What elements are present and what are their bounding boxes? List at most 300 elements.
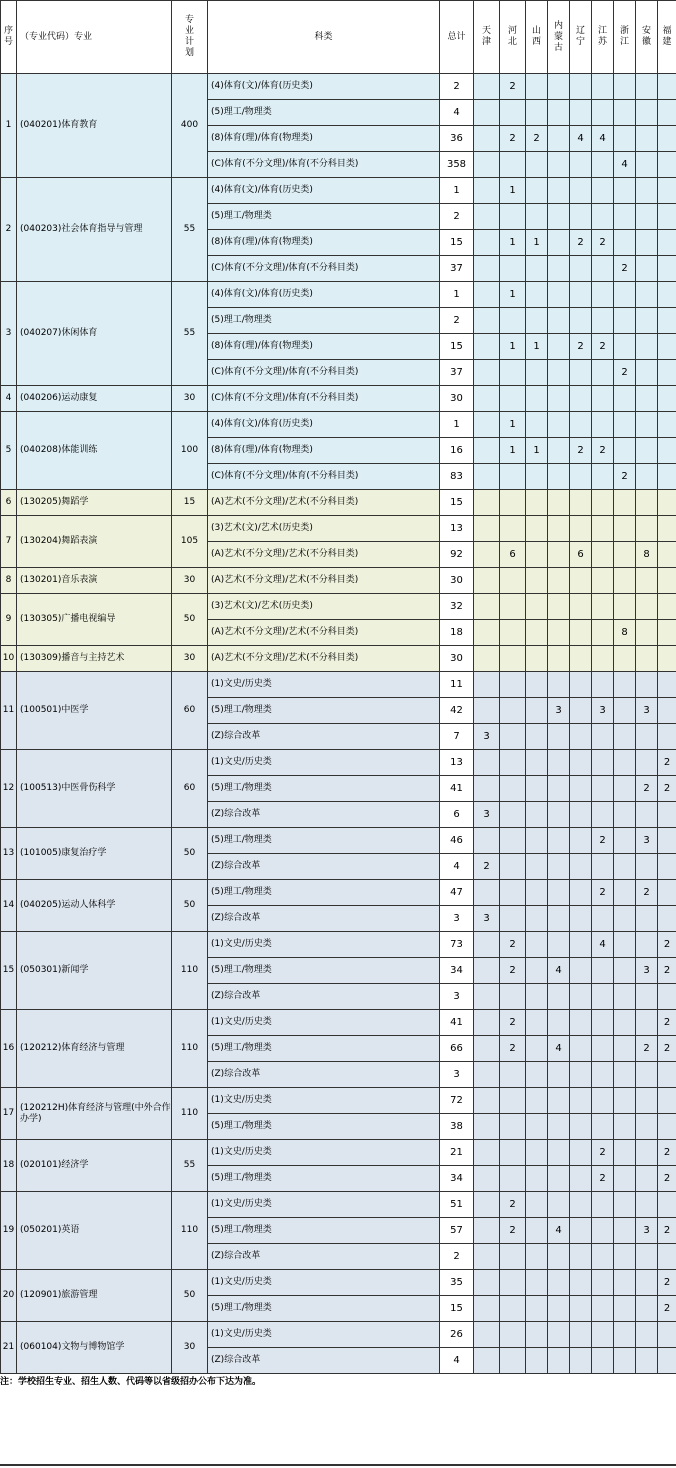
category: (1)文史/历史类 [208, 1088, 440, 1114]
province-count: 2 [592, 828, 614, 854]
province-count [658, 386, 676, 412]
category: (5)理工/物理类 [208, 1296, 440, 1322]
province-count [658, 1192, 676, 1218]
province-count [614, 1192, 636, 1218]
major-plan: 30 [172, 646, 208, 672]
table-row [1, 516, 676, 542]
province-count [614, 308, 636, 334]
province-count [548, 620, 570, 646]
province-count [570, 1114, 592, 1140]
category: (Z)综合改革 [208, 906, 440, 932]
province-count [570, 1088, 592, 1114]
province-count [500, 386, 526, 412]
major-plan: 55 [172, 1140, 208, 1192]
province-count [658, 1244, 676, 1270]
province-count [548, 828, 570, 854]
row-seq: 3 [1, 282, 17, 386]
province-count [548, 880, 570, 906]
province-count [474, 594, 500, 620]
province-count [614, 672, 636, 698]
category: (C)体育(不分文理)/体育(不分科目类) [208, 360, 440, 386]
province-count [474, 516, 500, 542]
major-plan: 60 [172, 672, 208, 750]
major-plan: 110 [172, 932, 208, 1010]
province-count: 1 [500, 282, 526, 308]
province-count [526, 750, 548, 776]
province-count [500, 802, 526, 828]
major-plan: 55 [172, 282, 208, 386]
category: (C)体育(不分文理)/体育(不分科目类) [208, 256, 440, 282]
province-count [636, 1166, 658, 1192]
province-count [500, 698, 526, 724]
province-count [570, 178, 592, 204]
province-count [474, 204, 500, 230]
province-count [474, 178, 500, 204]
province-count: 2 [658, 958, 676, 984]
province-count [614, 1296, 636, 1322]
row-total: 30 [440, 568, 474, 594]
province-count [592, 724, 614, 750]
province-count [570, 984, 592, 1010]
province-count: 1 [526, 230, 548, 256]
province-count [614, 698, 636, 724]
province-count [658, 126, 676, 152]
province-count [500, 620, 526, 646]
major-name: (050201)英语 [17, 1192, 172, 1270]
major-plan: 30 [172, 568, 208, 594]
table-row [1, 932, 676, 958]
bottom-divider [0, 1464, 676, 1466]
province-count [570, 1140, 592, 1166]
category: (Z)综合改革 [208, 802, 440, 828]
province-count [570, 802, 592, 828]
province-count [526, 204, 548, 230]
table-row [1, 828, 676, 854]
table-row [1, 1088, 676, 1114]
province-count: 2 [500, 958, 526, 984]
province-count [570, 620, 592, 646]
row-total: 38 [440, 1114, 474, 1140]
category: (1)文史/历史类 [208, 1010, 440, 1036]
major-name: (040201)体育教育 [17, 74, 172, 178]
province-count [474, 1140, 500, 1166]
major-plan: 50 [172, 1270, 208, 1322]
major-name: (100513)中医骨伤科学 [17, 750, 172, 828]
province-count [548, 74, 570, 100]
province-count [614, 1270, 636, 1296]
province-count [526, 1218, 548, 1244]
province-count [526, 776, 548, 802]
province-count [570, 880, 592, 906]
row-total: 358 [440, 152, 474, 178]
province-count [526, 880, 548, 906]
province-count [636, 906, 658, 932]
category: (3)艺术(文)/艺术(历史类) [208, 594, 440, 620]
province-count: 4 [548, 958, 570, 984]
province-count [592, 282, 614, 308]
province-count [500, 152, 526, 178]
province-count [636, 152, 658, 178]
province-count [614, 932, 636, 958]
province-count [592, 204, 614, 230]
province-count [658, 672, 676, 698]
province-count [614, 438, 636, 464]
province-count [658, 984, 676, 1010]
province-count [570, 1192, 592, 1218]
province-count [500, 776, 526, 802]
province-count: 2 [614, 256, 636, 282]
major-plan: 110 [172, 1088, 208, 1140]
major-name: (120212)体育经济与管理 [17, 1010, 172, 1088]
province-count [614, 594, 636, 620]
province-count [548, 906, 570, 932]
province-count [570, 152, 592, 178]
row-total: 16 [440, 438, 474, 464]
province-count [592, 854, 614, 880]
province-count: 2 [500, 932, 526, 958]
category: (1)文史/历史类 [208, 1192, 440, 1218]
province-count [614, 1036, 636, 1062]
province-count [636, 724, 658, 750]
province-count: 2 [658, 1010, 676, 1036]
province-count [548, 386, 570, 412]
province-count [592, 256, 614, 282]
header-province: 山 西 [526, 1, 548, 74]
row-seq: 13 [1, 828, 17, 880]
province-count [614, 1114, 636, 1140]
province-count [474, 126, 500, 152]
province-count [614, 1010, 636, 1036]
category: (1)文史/历史类 [208, 672, 440, 698]
province-count [570, 750, 592, 776]
header-province: 浙 江 [614, 1, 636, 74]
row-total: 37 [440, 256, 474, 282]
province-count [500, 464, 526, 490]
province-count: 3 [636, 828, 658, 854]
header-province: 河 北 [500, 1, 526, 74]
province-count [592, 74, 614, 100]
major-plan: 50 [172, 594, 208, 646]
table-row [1, 412, 676, 438]
province-count [548, 360, 570, 386]
province-count [614, 568, 636, 594]
province-count [570, 1296, 592, 1322]
province-count: 2 [500, 74, 526, 100]
row-total: 41 [440, 776, 474, 802]
province-count [474, 1010, 500, 1036]
province-count [526, 1348, 548, 1374]
province-count [548, 464, 570, 490]
province-count [474, 100, 500, 126]
header-row [1, 1, 676, 74]
province-count: 1 [526, 334, 548, 360]
province-count: 2 [658, 1218, 676, 1244]
category: (C)体育(不分文理)/体育(不分科目类) [208, 464, 440, 490]
province-count: 2 [526, 126, 548, 152]
row-total: 34 [440, 1166, 474, 1192]
province-count [592, 802, 614, 828]
province-count: 3 [592, 698, 614, 724]
province-count [548, 1192, 570, 1218]
province-count [614, 880, 636, 906]
province-count [614, 204, 636, 230]
row-total: 3 [440, 1062, 474, 1088]
province-count [500, 1244, 526, 1270]
province-count [526, 646, 548, 672]
table-row [1, 672, 676, 698]
row-seq: 19 [1, 1192, 17, 1270]
category: (5)理工/物理类 [208, 1036, 440, 1062]
province-count [526, 308, 548, 334]
major-name: (040207)休闲体育 [17, 282, 172, 386]
category: (1)文史/历史类 [208, 750, 440, 776]
province-count [548, 334, 570, 360]
province-count [614, 334, 636, 360]
major-name: (040206)运动康复 [17, 386, 172, 412]
province-count [658, 1114, 676, 1140]
province-count [548, 100, 570, 126]
header-plan: 专 业 计 划 [172, 1, 208, 74]
province-count [636, 1192, 658, 1218]
row-total: 30 [440, 386, 474, 412]
province-count: 6 [570, 542, 592, 568]
row-total: 72 [440, 1088, 474, 1114]
province-count [500, 1348, 526, 1374]
row-total: 36 [440, 126, 474, 152]
category: (5)理工/物理类 [208, 698, 440, 724]
table-body [1, 74, 676, 1374]
province-count [500, 594, 526, 620]
province-count [500, 204, 526, 230]
row-total: 3 [440, 906, 474, 932]
province-count [548, 204, 570, 230]
province-count [636, 568, 658, 594]
province-count: 2 [592, 1166, 614, 1192]
province-count [614, 542, 636, 568]
province-count: 2 [614, 360, 636, 386]
province-count [526, 1140, 548, 1166]
row-total: 7 [440, 724, 474, 750]
major-plan: 110 [172, 1010, 208, 1088]
province-count [548, 672, 570, 698]
province-count [614, 750, 636, 776]
category: (5)理工/物理类 [208, 1218, 440, 1244]
table-row [1, 750, 676, 776]
province-count [474, 776, 500, 802]
province-count [474, 1114, 500, 1140]
province-count [474, 932, 500, 958]
category: (Z)综合改革 [208, 1062, 440, 1088]
category: (Z)综合改革 [208, 724, 440, 750]
province-count [592, 906, 614, 932]
province-count [570, 698, 592, 724]
province-count [636, 802, 658, 828]
province-count [474, 620, 500, 646]
province-count [636, 126, 658, 152]
table-row [1, 282, 676, 308]
row-total: 46 [440, 828, 474, 854]
province-count [500, 1166, 526, 1192]
province-count [500, 672, 526, 698]
row-seq: 16 [1, 1010, 17, 1088]
province-count [526, 1088, 548, 1114]
category: (8)体育(理)/体育(物理类) [208, 126, 440, 152]
province-count [636, 464, 658, 490]
category: (C)体育(不分文理)/体育(不分科目类) [208, 152, 440, 178]
province-count [614, 1166, 636, 1192]
province-count [592, 1348, 614, 1374]
province-count [526, 412, 548, 438]
province-count [592, 1036, 614, 1062]
province-count [636, 1244, 658, 1270]
province-count [658, 698, 676, 724]
province-count [592, 1114, 614, 1140]
province-count [526, 100, 548, 126]
province-count [614, 386, 636, 412]
province-count: 2 [658, 776, 676, 802]
province-count [658, 178, 676, 204]
table-row [1, 178, 676, 204]
province-count [636, 334, 658, 360]
province-count: 3 [474, 724, 500, 750]
province-count: 8 [614, 620, 636, 646]
province-count [636, 360, 658, 386]
province-count [592, 542, 614, 568]
province-count: 3 [548, 698, 570, 724]
province-count [614, 1062, 636, 1088]
province-count [570, 1062, 592, 1088]
province-count [636, 412, 658, 438]
province-count [526, 1062, 548, 1088]
province-count [500, 1114, 526, 1140]
province-count [614, 1348, 636, 1374]
row-total: 1 [440, 412, 474, 438]
province-count [592, 516, 614, 542]
province-count [592, 958, 614, 984]
province-count [474, 1296, 500, 1322]
province-count [658, 854, 676, 880]
province-count [548, 438, 570, 464]
row-seq: 10 [1, 646, 17, 672]
category: (1)文史/历史类 [208, 932, 440, 958]
province-count [548, 126, 570, 152]
province-count: 2 [500, 1036, 526, 1062]
province-count [474, 334, 500, 360]
province-count [592, 1296, 614, 1322]
category: (8)体育(理)/体育(物理类) [208, 334, 440, 360]
province-count [658, 724, 676, 750]
province-count [526, 1322, 548, 1348]
row-total: 2 [440, 308, 474, 334]
province-count [570, 100, 592, 126]
province-count [614, 1244, 636, 1270]
province-count [636, 178, 658, 204]
table-row [1, 1010, 676, 1036]
province-count [474, 1348, 500, 1374]
major-plan: 50 [172, 880, 208, 932]
province-count [500, 1140, 526, 1166]
category: (Z)综合改革 [208, 854, 440, 880]
province-count [474, 1218, 500, 1244]
province-count [636, 672, 658, 698]
province-count [548, 282, 570, 308]
province-count [526, 386, 548, 412]
row-total: 4 [440, 854, 474, 880]
province-count [548, 1140, 570, 1166]
category: (4)体育(文)/体育(历史类) [208, 74, 440, 100]
province-count [548, 854, 570, 880]
province-count [636, 1322, 658, 1348]
province-count [526, 1010, 548, 1036]
province-count [636, 438, 658, 464]
province-count [474, 282, 500, 308]
province-count [592, 1192, 614, 1218]
province-count [526, 464, 548, 490]
province-count [658, 152, 676, 178]
province-count [548, 1062, 570, 1088]
province-count [636, 646, 658, 672]
province-count: 2 [570, 438, 592, 464]
province-count [548, 1270, 570, 1296]
province-count [474, 256, 500, 282]
row-seq: 6 [1, 490, 17, 516]
province-count [570, 958, 592, 984]
province-count [526, 1296, 548, 1322]
province-count [658, 646, 676, 672]
row-seq: 17 [1, 1088, 17, 1140]
province-count [570, 646, 592, 672]
province-count [526, 854, 548, 880]
major-plan: 30 [172, 1322, 208, 1374]
province-count [658, 1322, 676, 1348]
province-count [526, 542, 548, 568]
province-count [592, 568, 614, 594]
province-count [500, 1270, 526, 1296]
table-row [1, 386, 676, 412]
province-count [548, 178, 570, 204]
province-count [636, 1088, 658, 1114]
province-count [614, 1218, 636, 1244]
province-count [570, 1010, 592, 1036]
province-count [570, 828, 592, 854]
province-count: 2 [500, 1010, 526, 1036]
province-count [636, 490, 658, 516]
province-count [500, 1088, 526, 1114]
province-count [592, 178, 614, 204]
major-name: (100501)中医学 [17, 672, 172, 750]
province-count [548, 1166, 570, 1192]
province-count: 1 [500, 412, 526, 438]
province-count [526, 828, 548, 854]
province-count [570, 74, 592, 100]
province-count [592, 152, 614, 178]
province-count [658, 1348, 676, 1374]
province-count [526, 724, 548, 750]
province-count: 1 [500, 178, 526, 204]
province-count: 2 [500, 126, 526, 152]
province-count [474, 1088, 500, 1114]
province-count [636, 1062, 658, 1088]
province-count [592, 1088, 614, 1114]
province-count [570, 1218, 592, 1244]
province-count: 6 [500, 542, 526, 568]
province-count [500, 360, 526, 386]
province-count [614, 646, 636, 672]
province-count [636, 932, 658, 958]
row-total: 83 [440, 464, 474, 490]
province-count [636, 620, 658, 646]
province-count: 2 [570, 230, 592, 256]
